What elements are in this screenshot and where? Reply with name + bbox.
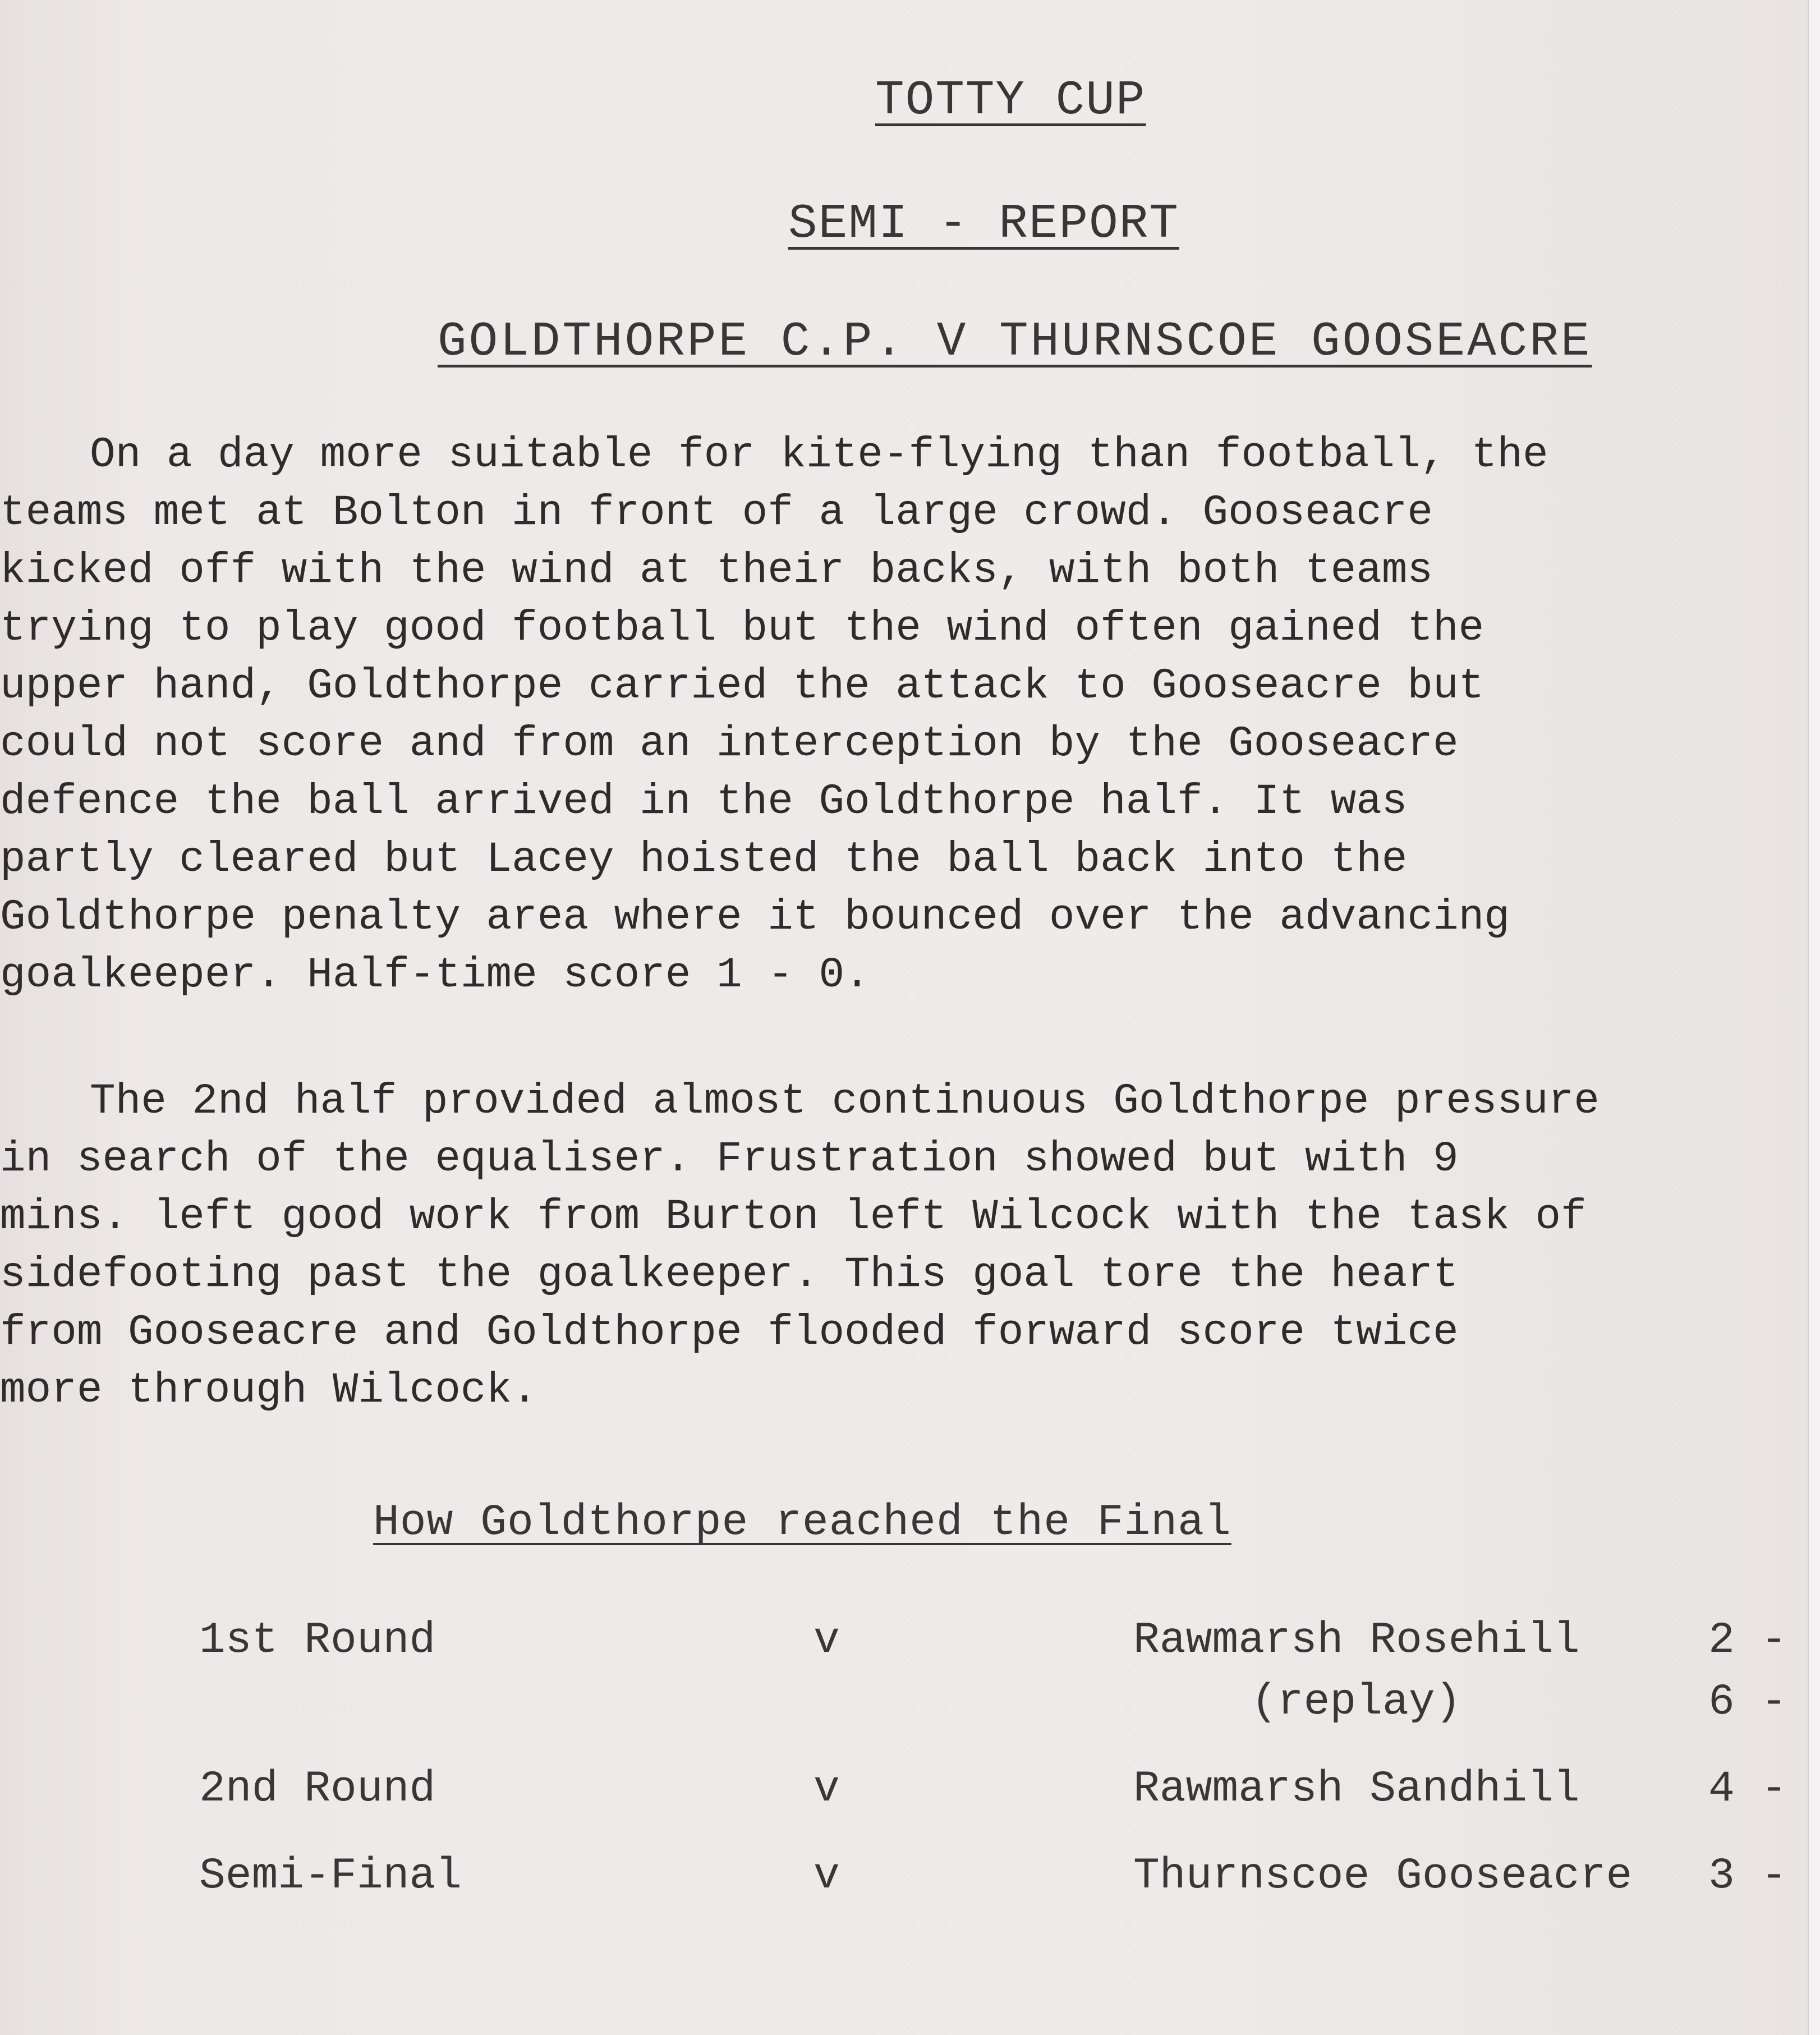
paragraph-line: partly cleared but Lacey hoisted the ball back into the (0, 835, 1408, 884)
paragraph-line: from Gooseacre and Goldthorpe flooded forward score twice (0, 1308, 1459, 1357)
opponent-name: Rawmarsh Sandhill (1133, 1765, 1580, 1814)
paragraph-line: goalkeeper. Half-time score 1 - 0. (0, 951, 870, 999)
opponent-name: (replay) (1251, 1678, 1461, 1727)
paragraph-line: could not score and from an interception by the Gooseacre (0, 720, 1459, 768)
round-name: 2nd Round (199, 1765, 436, 1814)
versus-marker: v (814, 1616, 840, 1665)
round-name: 1st Round (199, 1616, 436, 1665)
paragraph-line: upper hand, Goldthorpe carried the attack to Gooseacre but (0, 662, 1485, 710)
opponent-name: Rawmarsh Rosehill (1133, 1616, 1580, 1665)
report-paragraph-first-half (0, 426, 1548, 1004)
document-title: TOTTY CUP (875, 73, 1146, 128)
paragraph-line: The 2nd half provided almost continuous Goldthorpe pressure (90, 1077, 1600, 1126)
report-paragraph-second-half (0, 1073, 1600, 1420)
match-score: 3 - (1708, 1852, 1787, 1901)
paragraph-line: Goldthorpe penalty area where it bounced over the advancing (0, 893, 1510, 941)
paragraph-line: more through Wilcock. (0, 1366, 537, 1414)
results-heading: How Goldthorpe reached the Final (373, 1498, 1231, 1547)
results-row (0, 1678, 1820, 1739)
document-subtitle: SEMI - REPORT (788, 196, 1179, 251)
match-score: 2 - (1708, 1616, 1787, 1665)
versus-marker: v (814, 1852, 840, 1901)
paragraph-line: trying to play good football but the wind often gained the (0, 604, 1485, 653)
results-row (0, 1852, 1820, 1913)
opponent-name: Thurnscoe Gooseacre (1133, 1852, 1633, 1901)
paragraph-line: On a day more suitable for kite-flying than football, the (90, 431, 1548, 479)
paragraph-line: in search of the equaliser. Frustration showed but with 9 (0, 1135, 1459, 1183)
versus-marker: v (814, 1765, 840, 1814)
paragraph-line: kicked off with the wind at their backs, with both teams (0, 546, 1433, 595)
paragraph-line: sidefooting past the goalkeeper. This goal tore the heart (0, 1251, 1459, 1299)
paragraph-line: defence the ball arrived in the Goldthorpe half. It was (0, 778, 1408, 826)
round-name: Semi-Final (199, 1852, 462, 1901)
paragraph-line: teams met at Bolton in front of a large crowd. Gooseacre (0, 489, 1433, 537)
match-heading: GOLDTHORPE C.P. V THURNSCOE GOOSEACRE (438, 314, 1592, 369)
paragraph-line: mins. left good work from Burton left Wilcock with the task of (0, 1193, 1587, 1241)
results-row (0, 1765, 1820, 1826)
match-score: 6 - (1708, 1678, 1787, 1727)
match-score: 4 - (1708, 1765, 1787, 1814)
results-row (0, 1616, 1820, 1678)
